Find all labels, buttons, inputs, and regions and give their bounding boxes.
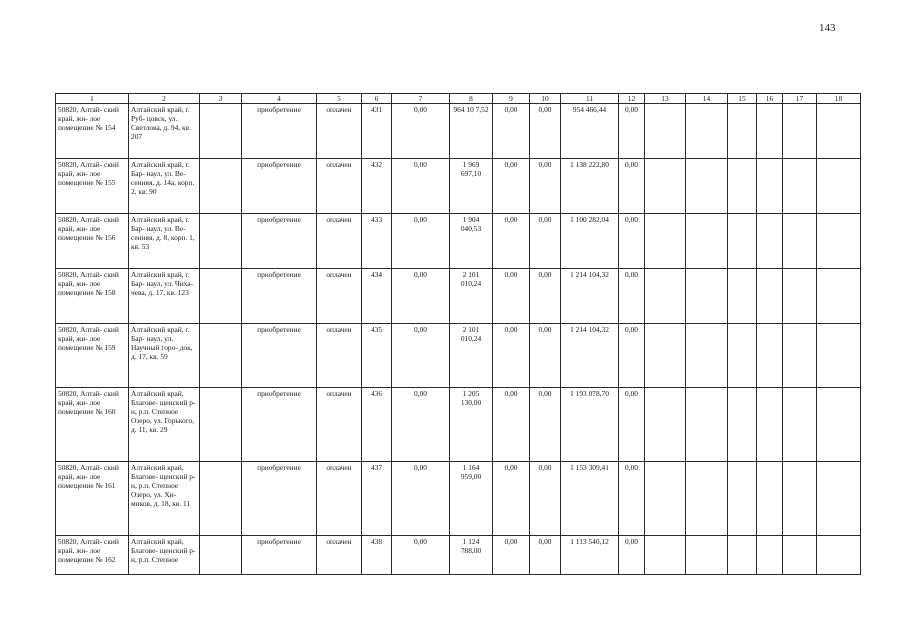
object-name-cell: 50820, Алтай- ский край, жи- лое помещение № 154 xyxy=(56,104,129,159)
number-cell: 437 xyxy=(362,462,392,536)
table-cell xyxy=(686,104,728,159)
acquisition-cell: приобретение xyxy=(242,324,317,388)
payment-status-cell: оплачен xyxy=(317,214,362,269)
amount-cell: 0,00 xyxy=(493,214,530,269)
table-cell xyxy=(783,536,817,575)
object-name-cell: 50820, Алтай- ский край, жи- лое помещение № 160 xyxy=(56,388,129,462)
amount-cell: 0,00 xyxy=(530,462,561,536)
table-cell xyxy=(817,269,861,324)
table-cell xyxy=(686,536,728,575)
table-cell xyxy=(645,269,686,324)
acquisition-cell: приобретение xyxy=(242,462,317,536)
column-header: 10 xyxy=(530,94,561,104)
payment-status-cell: оплачен xyxy=(317,536,362,575)
amount-cell: 0,00 xyxy=(530,214,561,269)
amount-cell: 1 100 282,04 xyxy=(561,214,619,269)
column-header: 17 xyxy=(783,94,817,104)
table-cell xyxy=(686,388,728,462)
number-cell: 432 xyxy=(362,159,392,214)
column-header: 2 xyxy=(129,94,200,104)
amount-cell: 0,00 xyxy=(392,462,450,536)
table-cell xyxy=(686,214,728,269)
table-cell xyxy=(817,462,861,536)
table-cell xyxy=(757,388,783,462)
table-cell xyxy=(757,214,783,269)
amount-cell: 2 101 010,24 xyxy=(450,269,493,324)
table-row xyxy=(56,388,861,462)
payment-status-cell: оплачен xyxy=(317,388,362,462)
amount-cell: 0,00 xyxy=(392,159,450,214)
table-cell xyxy=(783,269,817,324)
amount-cell: 0,00 xyxy=(493,324,530,388)
page-number: 143 xyxy=(819,22,836,34)
column-header: 16 xyxy=(757,94,783,104)
table-row xyxy=(56,462,861,536)
acquisition-cell: приобретение xyxy=(242,388,317,462)
column-header: 3 xyxy=(200,94,242,104)
table-row xyxy=(56,214,861,269)
amount-cell: 0,00 xyxy=(493,104,530,159)
column-header: 4 xyxy=(242,94,317,104)
amount-cell: 0,00 xyxy=(493,462,530,536)
column-header: 1 xyxy=(56,94,129,104)
table-cell xyxy=(817,104,861,159)
column-header: 13 xyxy=(645,94,686,104)
amount-cell: 0,00 xyxy=(530,159,561,214)
number-cell: 438 xyxy=(362,536,392,575)
amount-cell: 1 904 040,53 xyxy=(450,214,493,269)
address-cell: Алтайский край, г. Бар- наул, ул. Ве- сенняя, д. 8, корп. 1, кв. 53 xyxy=(129,214,200,269)
column-header: 5 xyxy=(317,94,362,104)
table-cell xyxy=(728,462,757,536)
number-cell: 433 xyxy=(362,214,392,269)
object-name-cell: 50820, Алтай- ский край, жи- лое помещение № 161 xyxy=(56,462,129,536)
object-name-cell: 50820, Алтай- ский край, жи- лое помещение № 155 xyxy=(56,159,129,214)
acquisition-cell: приобретение xyxy=(242,536,317,575)
amount-cell: 0,00 xyxy=(530,269,561,324)
column-header: 14 xyxy=(686,94,728,104)
column-header: 9 xyxy=(493,94,530,104)
table-cell xyxy=(728,159,757,214)
table-cell xyxy=(728,388,757,462)
table-cell xyxy=(783,214,817,269)
table-cell xyxy=(728,324,757,388)
amount-cell: 1 205 130,00 xyxy=(450,388,493,462)
table-row xyxy=(56,104,861,159)
table-cell xyxy=(686,324,728,388)
amount-cell: 1 153 309,41 xyxy=(561,462,619,536)
table-cell xyxy=(645,159,686,214)
table-cell xyxy=(817,159,861,214)
address-cell: Алтайский край, Благове- щенский р-н, р.п. Степное xyxy=(129,536,200,575)
amount-cell: 0,00 xyxy=(619,536,645,575)
table-cell xyxy=(817,214,861,269)
table-cell xyxy=(200,104,242,159)
table-cell xyxy=(686,269,728,324)
table-cell xyxy=(200,214,242,269)
amount-cell: 954 466,44 xyxy=(561,104,619,159)
address-cell: Алтайский край, г. Бар- наул, ул. Чиха- чева, д. 17, кв. 123 xyxy=(129,269,200,324)
address-cell: Алтайский край, г. Бар- наул, ул. Ве- сенняя, д. 14а, корп. 2, кв. 90 xyxy=(129,159,200,214)
table-cell xyxy=(200,536,242,575)
object-name-cell: 50820, Алтай- ский край, жи- лое помещение № 162 xyxy=(56,536,129,575)
table-cell xyxy=(783,159,817,214)
amount-cell: 0,00 xyxy=(619,388,645,462)
amount-cell: 0,00 xyxy=(493,388,530,462)
table-cell xyxy=(817,388,861,462)
table-cell xyxy=(645,214,686,269)
object-name-cell: 50820, Алтай- ский край, жи- лое помещение № 159 xyxy=(56,324,129,388)
table-cell xyxy=(200,159,242,214)
amount-cell: 0,00 xyxy=(392,536,450,575)
number-cell: 431 xyxy=(362,104,392,159)
address-cell: Алтайский край, Благове- щенский р-н, р.п. Степное Озеро, ул. Горького, д. 11, кв. 29 xyxy=(129,388,200,462)
table-cell xyxy=(728,269,757,324)
column-header: 18 xyxy=(817,94,861,104)
table-cell xyxy=(757,159,783,214)
number-cell: 434 xyxy=(362,269,392,324)
amount-cell: 2 101 010,24 xyxy=(450,324,493,388)
registry-table xyxy=(55,93,861,575)
table-cell xyxy=(757,269,783,324)
header-row xyxy=(56,94,861,104)
table-cell xyxy=(728,536,757,575)
table-cell xyxy=(728,214,757,269)
table-cell xyxy=(686,159,728,214)
address-cell: Алтайский край, г. Руб- цовск, ул. Светлова, д. 94, кв. 207 xyxy=(129,104,200,159)
table-cell xyxy=(200,269,242,324)
address-cell: Алтайский край, Благове- щенский р-н, р.п. Степное Озеро, ул. Хи- миков, д. 18, кв. 11 xyxy=(129,462,200,536)
table-cell xyxy=(728,104,757,159)
amount-cell: 0,00 xyxy=(619,159,645,214)
amount-cell: 0,00 xyxy=(619,462,645,536)
amount-cell: 1 193 078,70 xyxy=(561,388,619,462)
table-cell xyxy=(645,388,686,462)
acquisition-cell: приобретение xyxy=(242,159,317,214)
acquisition-cell: приобретение xyxy=(242,269,317,324)
table-cell xyxy=(645,324,686,388)
table-cell xyxy=(757,462,783,536)
column-header: 7 xyxy=(392,94,450,104)
amount-cell: 0,00 xyxy=(530,324,561,388)
table-cell xyxy=(757,104,783,159)
acquisition-cell: приобретение xyxy=(242,214,317,269)
table-cell xyxy=(645,462,686,536)
object-name-cell: 50820, Алтай- ский край, жи- лое помещение № 158 xyxy=(56,269,129,324)
amount-cell: 0,00 xyxy=(493,269,530,324)
amount-cell: 1 214 104,32 xyxy=(561,269,619,324)
table-cell xyxy=(645,536,686,575)
amount-cell: 0,00 xyxy=(493,159,530,214)
amount-cell: 0,00 xyxy=(619,104,645,159)
payment-status-cell: оплачен xyxy=(317,324,362,388)
number-cell: 435 xyxy=(362,324,392,388)
amount-cell: 1 138 222,80 xyxy=(561,159,619,214)
table-row xyxy=(56,269,861,324)
column-header: 12 xyxy=(619,94,645,104)
table-cell xyxy=(757,536,783,575)
object-name-cell: 50820, Алтай- ский край, жи- лое помещение № 156 xyxy=(56,214,129,269)
amount-cell: 0,00 xyxy=(619,324,645,388)
amount-cell: 1 969 697,10 xyxy=(450,159,493,214)
column-header: 6 xyxy=(362,94,392,104)
amount-cell: 0,00 xyxy=(392,324,450,388)
amount-cell: 0,00 xyxy=(619,214,645,269)
table-cell xyxy=(783,324,817,388)
number-cell: 436 xyxy=(362,388,392,462)
amount-cell: 1 124 788,00 xyxy=(450,536,493,575)
amount-cell: 964 10 7,52 xyxy=(450,104,493,159)
amount-cell: 1 164 959,00 xyxy=(450,462,493,536)
payment-status-cell: оплачен xyxy=(317,104,362,159)
payment-status-cell: оплачен xyxy=(317,269,362,324)
amount-cell: 1 214 104,32 xyxy=(561,324,619,388)
table-cell xyxy=(817,324,861,388)
acquisition-cell: приобретение xyxy=(242,104,317,159)
amount-cell: 0,00 xyxy=(619,269,645,324)
amount-cell: 0,00 xyxy=(530,536,561,575)
amount-cell: 0,00 xyxy=(392,104,450,159)
table-cell xyxy=(200,324,242,388)
column-header: 8 xyxy=(450,94,493,104)
column-header: 11 xyxy=(561,94,619,104)
table-cell xyxy=(817,536,861,575)
table-cell xyxy=(200,388,242,462)
amount-cell: 0,00 xyxy=(392,388,450,462)
address-cell: Алтайский край, г. Бар- наул, ул. Научный горо- док, д. 17, кв. 59 xyxy=(129,324,200,388)
table-cell xyxy=(645,104,686,159)
table-cell xyxy=(783,104,817,159)
payment-status-cell: оплачен xyxy=(317,159,362,214)
amount-cell: 0,00 xyxy=(392,269,450,324)
table-cell xyxy=(757,324,783,388)
table-cell xyxy=(783,388,817,462)
table-row xyxy=(56,324,861,388)
amount-cell: 0,00 xyxy=(392,214,450,269)
table-cell xyxy=(686,462,728,536)
table-cell xyxy=(783,462,817,536)
table-cell xyxy=(200,462,242,536)
table-row xyxy=(56,159,861,214)
amount-cell: 0,00 xyxy=(530,388,561,462)
amount-cell: 1 113 540,12 xyxy=(561,536,619,575)
table-row xyxy=(56,536,861,575)
column-header: 15 xyxy=(728,94,757,104)
amount-cell: 0,00 xyxy=(530,104,561,159)
payment-status-cell: оплачен xyxy=(317,462,362,536)
amount-cell: 0,00 xyxy=(493,536,530,575)
